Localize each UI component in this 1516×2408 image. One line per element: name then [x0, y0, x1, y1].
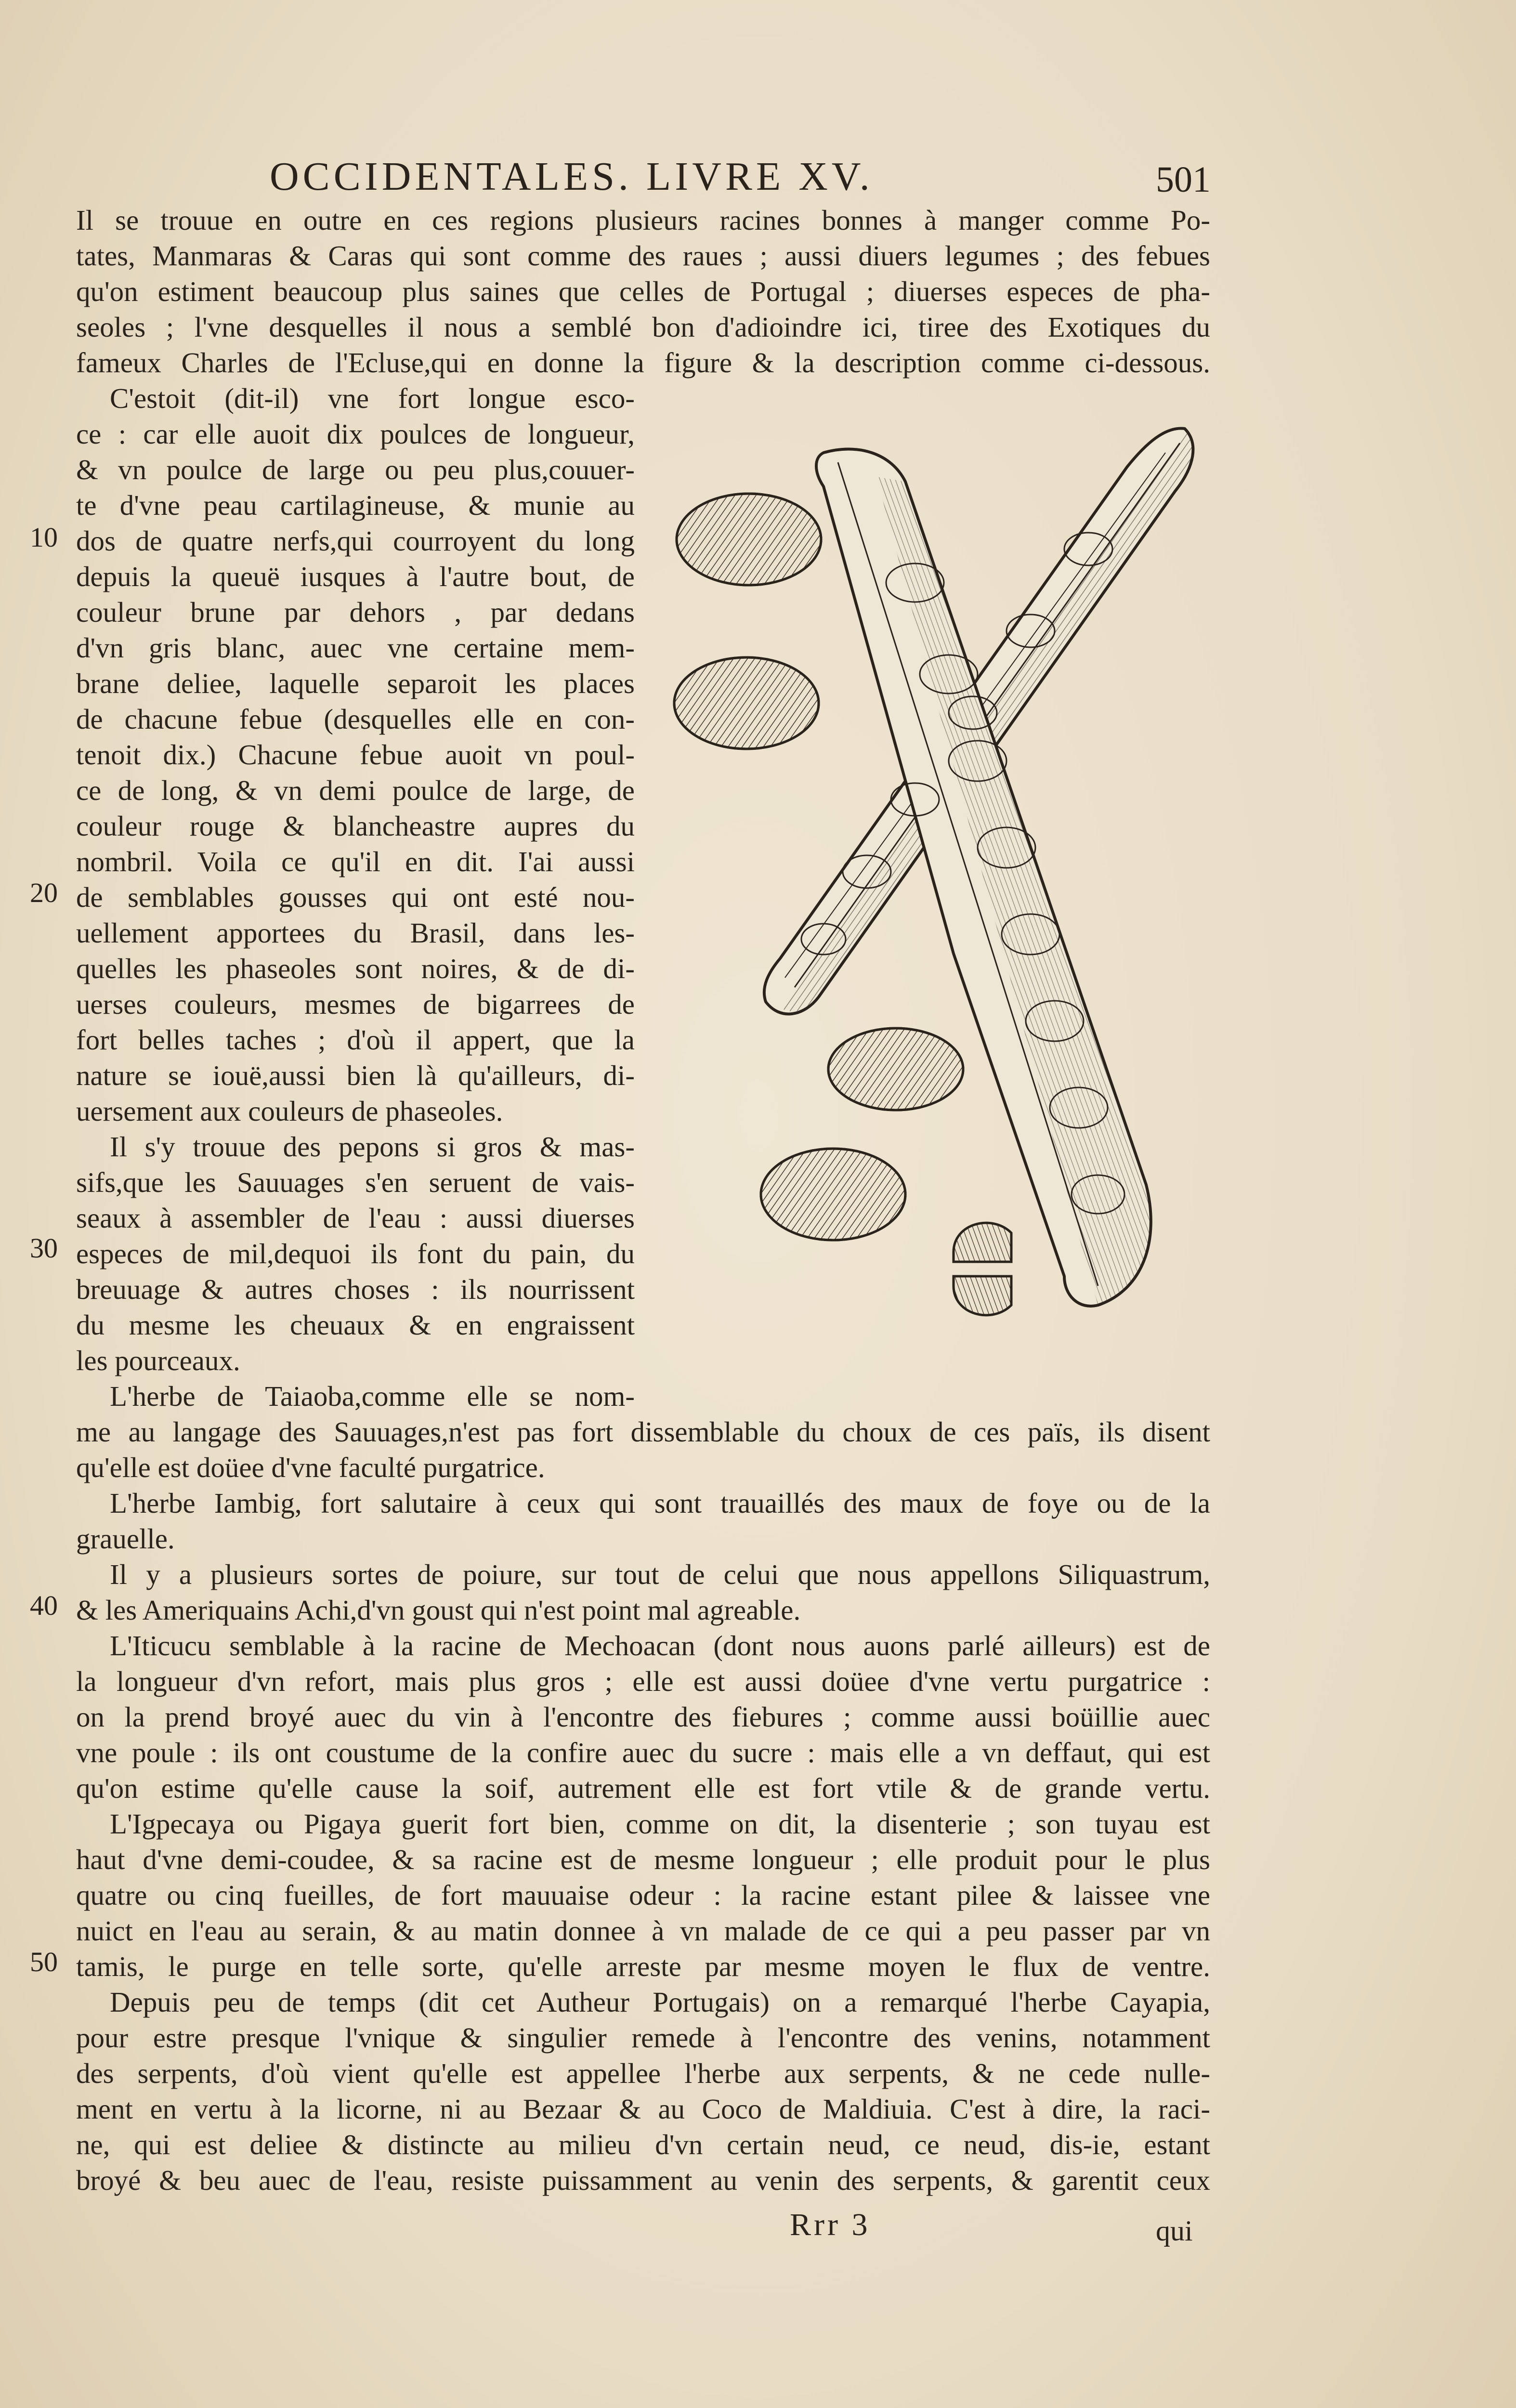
text-line: fameux Charles de l'Ecluse,qui en donne la figure & la description comme ci-dessous. — [76, 347, 1210, 379]
text-line: nuict en l'eau au serain, & au matin donnee à vn malade de ce qui a peu passer par vn — [76, 1915, 1210, 1947]
text-line: me au langage des Sauuages,n'est pas fort dissemblable du choux de ces païs, ils disent — [76, 1416, 1210, 1448]
text-line: brane deliee, laquelle separoit les places — [76, 667, 635, 699]
text-line: C'estoit (dit-il) vne fort longue esco- — [110, 382, 635, 414]
text-line: depuis la queuë iusques à l'autre bout, de — [76, 561, 635, 592]
text-line: uellement apportees du Brasil, dans les- — [76, 917, 635, 949]
text-line: qu'elle est doüee d'vne faculté purgatrice. — [76, 1452, 545, 1483]
text-line: des serpents, d'où vient qu'elle est appellee l'herbe aux serpents, & ne cede nulle- — [76, 2057, 1210, 2089]
line-number: 40 — [30, 1590, 58, 1621]
text-line: d'vn gris blanc, auec vne certaine mem- — [76, 632, 635, 664]
text-line: & les Ameriquains Achi,d'vn goust qui n'est point mal agreable. — [76, 1594, 801, 1626]
text-line: ce de long, & vn demi poulce de large, de — [76, 774, 635, 806]
text-line: seoles ; l'vne desquelles il nous a semblé bon d'adioindre ici, tiree des Exotiques du — [76, 311, 1210, 343]
text-line: uerses couleurs, mesmes de bigarrees de — [76, 988, 635, 1020]
text-line: qu'on estime qu'elle cause la soif, autrement elle est fort vtile & de grande vertu. — [76, 1772, 1210, 1804]
page-number: 501 — [1156, 159, 1211, 200]
text-line: nombril. Voila ce qu'il en dit. I'ai aussi — [76, 846, 635, 877]
line-number: 30 — [30, 1232, 58, 1264]
text-line: Depuis peu de temps (dit cet Autheur Portugais) on a remarqué l'herbe Cayapia, — [110, 1986, 1210, 2018]
text-line: de chacune febue (desquelles elle en con- — [76, 703, 635, 735]
text-line: dos de quatre nerfs,qui courroyent du long — [76, 525, 635, 557]
text-line: nature se iouë,aussi bien là qu'ailleurs, di- — [76, 1060, 635, 1091]
text-line: on la prend broyé auec du vin à l'encontre des fiebures ; comme aussi boüillie auec — [76, 1701, 1210, 1733]
text-line: especes de mil,dequoi ils font du pain, du — [76, 1238, 635, 1269]
text-line: pour estre presque l'vnique & singulier remede à l'encontre des venins, notamment — [76, 2022, 1210, 2054]
text-line: quelles les phaseoles sont noires, & de di- — [76, 953, 635, 984]
text-line: de semblables gousses qui ont esté nou- — [76, 881, 635, 913]
text-line: L'herbe de Taiaoba,comme elle se nom- — [110, 1380, 635, 1412]
text-line: qu'on estiment beaucoup plus saines que celles de Portugal ; diuerses especes de pha- — [76, 275, 1210, 307]
text-line: Il y a plusieurs sortes de poiure, sur tout de celui que nous appellons Siliquastrum, — [110, 1558, 1210, 1590]
line-number: 20 — [30, 877, 58, 908]
text-line: breuuage & autres choses : ils nourrissent — [76, 1273, 635, 1305]
text-line: L'Igpecaya ou Pigaya guerit fort bien, comme on dit, la disenterie ; son tuyau est — [110, 1808, 1210, 1840]
text-line: ment en vertu à la licorne, ni au Bezaar & au Coco de Maldiuia. C'est à dire, la raci- — [76, 2093, 1210, 2125]
text-line: broyé & beu auec de l'eau, resiste puissamment au venin des serpents, & garentit ceux — [76, 2164, 1210, 2196]
text-line: L'herbe Iambig, fort salutaire à ceux qui sont trauaillés des maux de foye ou de la — [110, 1487, 1210, 1519]
catchword: qui — [1156, 2215, 1193, 2247]
text-line: fort belles taches ; d'où il appert, que la — [76, 1024, 635, 1056]
bean-pods-illustration — [665, 424, 1214, 1382]
text-line: uersement aux couleurs de phaseoles. — [76, 1095, 503, 1127]
text-line: tates, Manmaras & Caras qui sont comme des raues ; aussi diuers legumes ; des febues — [76, 240, 1210, 272]
text-line: ce : car elle auoit dix poulces de longueur, — [76, 418, 635, 450]
text-line: couleur brune par dehors , par dedans — [76, 596, 635, 628]
text-line: tamis, le purge en telle sorte, qu'elle arreste par mesme moyen le flux de ventre. — [76, 1950, 1210, 1982]
text-line: seaux à assembler de l'eau : aussi diuerses — [76, 1202, 635, 1234]
text-line: les pourceaux. — [76, 1345, 240, 1376]
text-line: la longueur d'vn refort, mais plus gros ; elle est aussi doüee d'vne vertu purgatrice : — [76, 1665, 1210, 1697]
text-line: grauelle. — [76, 1523, 175, 1555]
text-line: te d'vne peau cartilagineuse, & munie au — [76, 489, 635, 521]
text-line: ne, qui est deliee & distincte au milieu d'vn certain neud, ce neud, dis-ie, estant — [76, 2129, 1210, 2160]
text-line: tenoit dix.) Chacune febue auoit vn poul- — [76, 739, 635, 771]
text-line: haut d'vne demi-coudee, & sa racine est de mesme longueur ; elle produit pour le plus — [76, 1844, 1210, 1875]
line-number: 10 — [30, 522, 58, 553]
text-line: Il s'y trouue des pepons si gros & mas- — [110, 1131, 635, 1163]
text-line: L'Iticucu semblable à la racine de Mechoacan (dont nous auons parlé ailleurs) est de — [110, 1630, 1210, 1662]
running-head: OCCIDENTALES. LIVRE XV. — [270, 154, 874, 199]
text-line: du mesme les cheuaux & en engraissent — [76, 1309, 635, 1341]
text-line: sifs,que les Sauuages s'en seruent de vais- — [76, 1166, 635, 1198]
text-line: quatre ou cinq fueilles, de fort mauuaise odeur : la racine estant pilee & laissee vne — [76, 1879, 1210, 1911]
text-line: Il se trouue en outre en ces regions plusieurs racines bonnes à manger comme Po- — [76, 204, 1210, 236]
line-number: 50 — [30, 1946, 58, 1977]
signature-mark: Rrr 3 — [790, 2207, 871, 2242]
text-line: & vn poulce de large ou peu plus,couuer- — [76, 454, 635, 485]
text-line: vne poule : ils ont coustume de la confire auec du sucre : mais elle a vn deffaut, qui est — [76, 1737, 1210, 1768]
text-line: couleur rouge & blancheastre aupres du — [76, 810, 635, 842]
